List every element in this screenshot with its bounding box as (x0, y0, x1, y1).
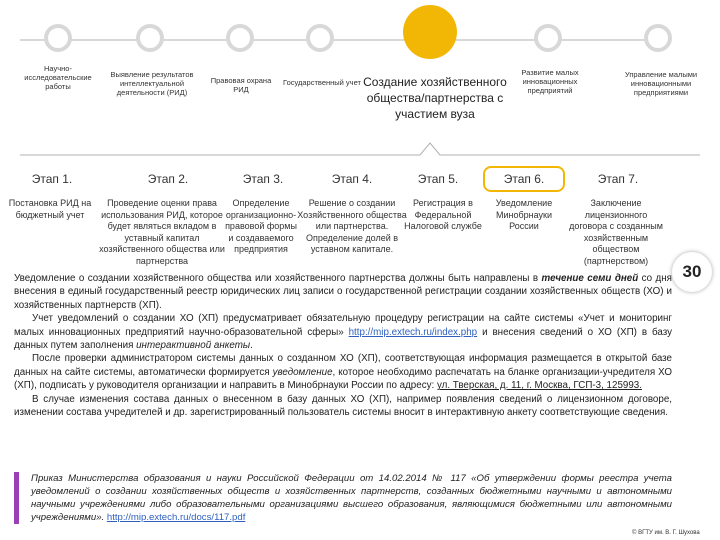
top-label-4: Государственный учет (283, 78, 361, 87)
p2-start: Учет уведомлений о создании ХО (ХП) предусматривает обязательную процедуру регистрации на сайте системы «Учет и мониторинг малых инновационных предприятий научно-образовательной сферы» (14, 313, 672, 338)
stage-1: Этап 1. (31, 172, 73, 186)
stage-3: Этап 3. (242, 172, 284, 186)
timeline-node-1 (46, 26, 70, 50)
copyright-notice (632, 530, 700, 536)
top-label-6: Развитие малых инновационных предприятий (521, 68, 579, 95)
stage-6-description: Уведомление Минобрнауки России (495, 198, 553, 231)
top-label-2: Выявление результатов интеллектуальной деятельности (РИД) (110, 70, 194, 97)
stage-5: Этап 5. (417, 172, 459, 186)
stage-7-description: Заключение лицензионного договора с созданным хозяйственным обществом (партнерством) (569, 198, 663, 266)
copyright-text: ВГТУ им. В. Г. Шухова (638, 530, 700, 536)
order-reference (14, 472, 672, 524)
p2-italic: интерактивной анкеты (136, 340, 251, 352)
p1-end: со дня внесения в единый государственный реестр юридических лиц записи о государственной регистрации создании хозяйственных обществ (ХО) и хозяйственных партнерств (ХП). (14, 273, 672, 311)
timeline-node-7 (646, 26, 670, 50)
top-label-1: Научно-исследовательские работы (24, 64, 92, 91)
p3-start: После проверки администратором системы данных о созданном ХО (ХП), соответствующая информация размещается в открытой базе данных на сайте системы, автоматически формируется (14, 353, 672, 378)
mip-system-link[interactable]: http://mip.extech.ru/index.php (348, 326, 478, 338)
copyright-icon: © (632, 530, 637, 536)
stage-7: Этап 7. (597, 172, 639, 186)
order-pdf-link[interactable]: http://mip.extech.ru/docs/117.pdf (106, 512, 246, 523)
timeline (0, 0, 720, 266)
p2-tail: . (250, 340, 253, 352)
order-reference-text: Приказ Министерства образования и науки Российской Федерации от 14.02.2014 № 117 «Об утверждении формы реестра учета уведомлений о создании хозяйственных обществ и хозяйственных партнерств, созданных бюджетными научными и автономными научными учреждениями либо образовательными организациями высшего образования, являющимися бюджетными или автономными учреждениями». (31, 473, 672, 523)
p1-start: Уведомление о создании хозяйственного общества или хозяйственного партнерства должны быть направлены в (14, 273, 542, 284)
paragraph-4: В случае изменения состава данных о внесенном в базу данных ХО (ХП), например появления сведений о лицензионном договоре, изменении состава учредителей и др. зарегистрированный пользователь системы вносит в интерактивную анкету соответствующие сведения. (14, 393, 672, 419)
ministry-address: ул. Тверская, д. 11, г. Москва, ГСП-3, 125993. (436, 380, 642, 392)
stage-4-description: Решение о создании Хозяйственного общества или партнерства. Определение долей в уставном капитале. (297, 198, 407, 254)
top-label-3: Правовая охрана РИД (210, 76, 272, 94)
paragraph-1 (14, 272, 672, 312)
p3-end: , которое необходимо распечатать на бланке организации-учредителя ХО (ХП), подписать у руководителя организации и направить в Минобрнауки России по адресу: (14, 366, 672, 392)
stage-2-description: Проведение оценки права использования РИД, которое будет являться вкладом в уставный капитал хозяйственного общества или партнерства (99, 198, 225, 266)
stage-2: Этап 2. (147, 172, 189, 186)
top-label-7: Управление малыми инновационными предприятиями (624, 70, 698, 97)
p1-emphasis: течение семи дней (541, 273, 639, 284)
timeline-node-3 (228, 26, 252, 50)
stage-3-description: Определение организационно-правовой формы и создаваемого предприятия (225, 198, 297, 254)
timeline-node-6 (536, 26, 560, 50)
timeline-node-5-active (403, 5, 457, 59)
p3-italic: уведомление (272, 366, 333, 378)
stage-6: Этап 6. (503, 172, 545, 186)
timeline-node-2 (138, 26, 162, 50)
timeline-node-4 (308, 26, 332, 50)
stage-4: Этап 4. (331, 172, 373, 186)
stage-divider-line (20, 143, 700, 155)
main-text (14, 272, 672, 419)
page-number: 30 (672, 252, 712, 292)
paragraph-3 (14, 352, 672, 392)
stage-5-description: Регистрация в Федеральной Налоговой службе (404, 198, 482, 231)
top-label-5: Создание хозяйственного общества/партнерства с участием вуза (363, 75, 507, 121)
p2-end: и внесения сведений о ХО (ХП) в базу данных путем заполнения (14, 326, 672, 352)
stage-1-description: Постановка РИД на бюджетный учет (8, 198, 92, 220)
paragraph-2 (14, 312, 672, 352)
